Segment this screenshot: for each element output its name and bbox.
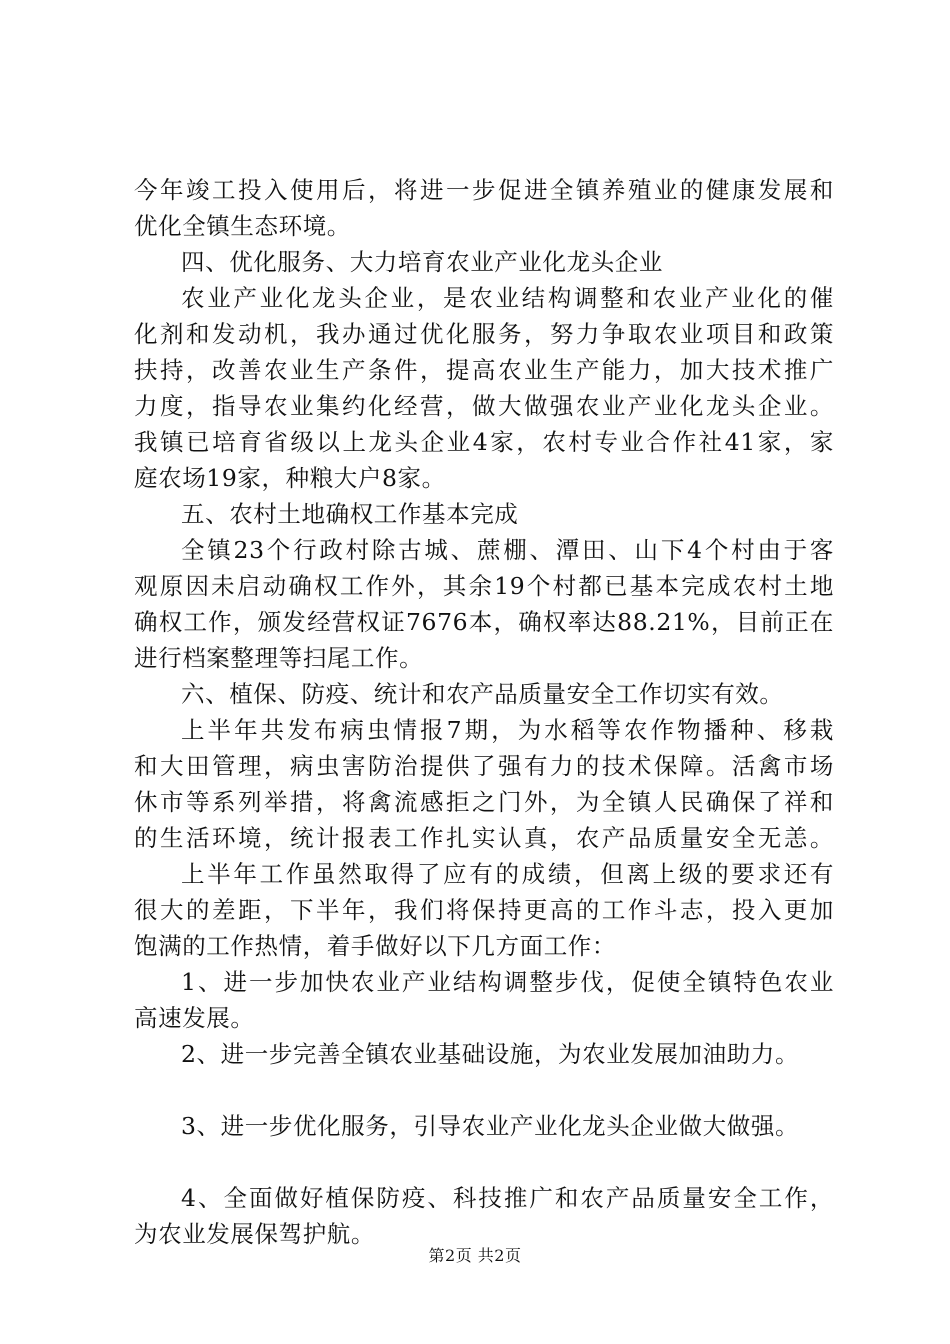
list-item: 1、进一步加快农业产业结构调整步伐，促使全镇特色农业: [181, 968, 834, 996]
text-line: 上半年共发布病虫情报7期，为水稻等农作物播种、移栽: [181, 716, 834, 744]
list-item: 2、进一步完善全镇农业基础设施，为农业发展加油助力。: [181, 1040, 800, 1068]
section-heading: 四、优化服务、大力培育农业产业化龙头企业: [181, 248, 663, 276]
page-footer: 第2页 共2页: [428, 1246, 522, 1265]
text-line: 很大的差距，下半年，我们将保持更高的工作斗志，投入更加: [134, 896, 834, 924]
blank-line: [134, 1072, 834, 1108]
list-item: 4、全面做好植保防疫、科技推广和农产品质量安全工作，: [181, 1184, 834, 1212]
text-line: 优化全镇生态环境。: [134, 212, 351, 240]
text-line: 力度，指导农业集约化经营，做大做强农业产业化龙头企业。: [134, 392, 834, 420]
document-body: [134, 172, 834, 1252]
text-line: 确权工作，颁发经营权证7676本，确权率达88.21%，目前正在: [134, 608, 834, 636]
text-line: 庭农场19家，种粮大户8家。: [134, 464, 446, 492]
text-line: 观原因未启动确权工作外，其余19个村都已基本完成农村土地: [134, 572, 834, 600]
blank-line: [134, 1144, 834, 1180]
text-line: 我镇已培育省级以上龙头企业4家，农村专业合作社41家，家: [134, 428, 834, 456]
text-line: 进行档案整理等扫尾工作。: [134, 644, 424, 672]
section-heading: 六、植保、防疫、统计和农产品质量安全工作切实有效。: [181, 680, 784, 708]
text-line: 饱满的工作热情，着手做好以下几方面工作：: [134, 932, 616, 960]
text-line: 高速发展。: [134, 1004, 255, 1032]
text-line: 今年竣工投入使用后，将进一步促进全镇养殖业的健康发展和: [134, 176, 834, 204]
text-line: 扶持，改善农业生产条件，提高农业生产能力，加大技术推广: [134, 356, 834, 384]
text-line: 休市等系列举措，将禽流感拒之门外，为全镇人民确保了祥和: [134, 788, 834, 816]
text-line: 和大田管理，病虫害防治提供了强有力的技术保障。活禽市场: [134, 752, 834, 780]
text-line: 全镇23个行政村除古城、蔗棚、潭田、山下4个村由于客: [181, 536, 834, 564]
text-line: 农业产业化龙头企业，是农业结构调整和农业产业化的催: [181, 284, 834, 312]
text-line: 化剂和发动机，我办通过优化服务，努力争取农业项目和政策: [134, 320, 834, 348]
text-line: 上半年工作虽然取得了应有的成绩，但离上级的要求还有: [181, 860, 834, 888]
text-line: 为农业发展保驾护航。: [134, 1220, 375, 1248]
list-item: 3、进一步优化服务，引导农业产业化龙头企业做大做强。: [181, 1112, 800, 1140]
section-heading: 五、农村土地确权工作基本完成: [181, 500, 519, 528]
text-line: 的生活环境，统计报表工作扎实认真，农产品质量安全无恙。: [134, 824, 834, 852]
